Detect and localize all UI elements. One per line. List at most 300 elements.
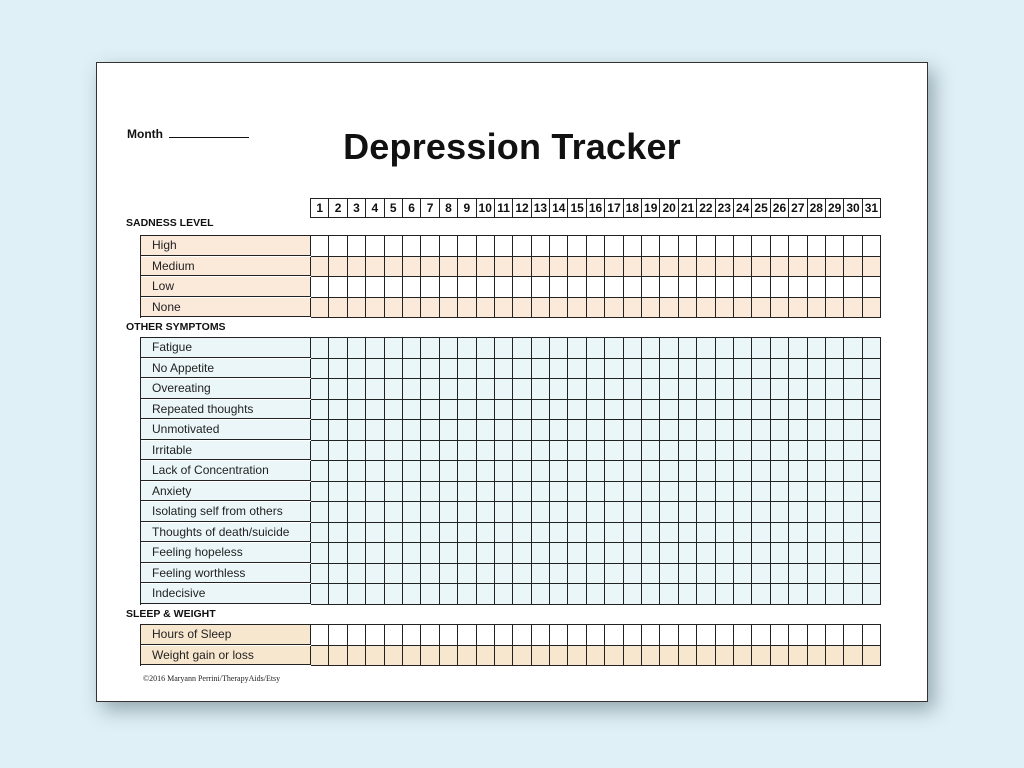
tracker-cell[interactable] bbox=[808, 584, 826, 605]
tracker-cell[interactable] bbox=[624, 298, 642, 319]
tracker-cell[interactable] bbox=[642, 502, 660, 523]
tracker-cell[interactable] bbox=[716, 646, 734, 667]
tracker-cell[interactable] bbox=[752, 277, 770, 298]
tracker-cell[interactable] bbox=[366, 338, 384, 359]
tracker-cell[interactable] bbox=[808, 543, 826, 564]
tracker-cell[interactable] bbox=[697, 523, 715, 544]
tracker-cell[interactable] bbox=[660, 502, 678, 523]
tracker-cell[interactable] bbox=[771, 236, 789, 257]
tracker-cell[interactable] bbox=[421, 420, 439, 441]
tracker-cell[interactable] bbox=[568, 277, 586, 298]
tracker-cell[interactable] bbox=[716, 277, 734, 298]
tracker-cell[interactable] bbox=[679, 298, 697, 319]
tracker-cell[interactable] bbox=[403, 646, 421, 667]
tracker-cell[interactable] bbox=[660, 625, 678, 646]
tracker-cell[interactable] bbox=[771, 502, 789, 523]
tracker-cell[interactable] bbox=[421, 625, 439, 646]
tracker-cell[interactable] bbox=[734, 646, 752, 667]
tracker-cell[interactable] bbox=[477, 482, 495, 503]
tracker-cell[interactable] bbox=[550, 584, 568, 605]
tracker-cell[interactable] bbox=[513, 257, 531, 278]
tracker-cell[interactable] bbox=[863, 543, 881, 564]
tracker-cell[interactable] bbox=[808, 461, 826, 482]
tracker-cell[interactable] bbox=[808, 502, 826, 523]
tracker-cell[interactable] bbox=[568, 236, 586, 257]
tracker-cell[interactable] bbox=[329, 441, 347, 462]
tracker-cell[interactable] bbox=[477, 420, 495, 441]
tracker-cell[interactable] bbox=[532, 420, 550, 441]
tracker-cell[interactable] bbox=[808, 359, 826, 380]
tracker-cell[interactable] bbox=[624, 236, 642, 257]
tracker-cell[interactable] bbox=[403, 502, 421, 523]
tracker-cell[interactable] bbox=[403, 584, 421, 605]
tracker-cell[interactable] bbox=[789, 236, 807, 257]
tracker-cell[interactable] bbox=[385, 564, 403, 585]
tracker-cell[interactable] bbox=[642, 441, 660, 462]
tracker-cell[interactable] bbox=[532, 543, 550, 564]
tracker-cell[interactable] bbox=[697, 359, 715, 380]
tracker-cell[interactable] bbox=[421, 379, 439, 400]
tracker-cell[interactable] bbox=[440, 400, 458, 421]
tracker-cell[interactable] bbox=[771, 338, 789, 359]
tracker-cell[interactable] bbox=[605, 646, 623, 667]
tracker-cell[interactable] bbox=[716, 625, 734, 646]
tracker-cell[interactable] bbox=[532, 400, 550, 421]
tracker-cell[interactable] bbox=[458, 646, 476, 667]
tracker-cell[interactable] bbox=[808, 482, 826, 503]
tracker-cell[interactable] bbox=[495, 523, 513, 544]
tracker-cell[interactable] bbox=[568, 646, 586, 667]
tracker-cell[interactable] bbox=[532, 298, 550, 319]
tracker-cell[interactable] bbox=[697, 379, 715, 400]
tracker-cell[interactable] bbox=[477, 236, 495, 257]
tracker-cell[interactable] bbox=[660, 420, 678, 441]
tracker-cell[interactable] bbox=[624, 379, 642, 400]
tracker-cell[interactable] bbox=[458, 523, 476, 544]
tracker-cell[interactable] bbox=[624, 502, 642, 523]
tracker-cell[interactable] bbox=[624, 441, 642, 462]
tracker-cell[interactable] bbox=[624, 543, 642, 564]
tracker-cell[interactable] bbox=[550, 257, 568, 278]
tracker-cell[interactable] bbox=[734, 502, 752, 523]
tracker-cell[interactable] bbox=[844, 502, 862, 523]
tracker-cell[interactable] bbox=[329, 420, 347, 441]
tracker-cell[interactable] bbox=[752, 441, 770, 462]
tracker-cell[interactable] bbox=[366, 543, 384, 564]
tracker-cell[interactable] bbox=[458, 482, 476, 503]
tracker-cell[interactable] bbox=[716, 564, 734, 585]
tracker-cell[interactable] bbox=[440, 236, 458, 257]
tracker-cell[interactable] bbox=[403, 543, 421, 564]
tracker-cell[interactable] bbox=[808, 625, 826, 646]
tracker-cell[interactable] bbox=[697, 461, 715, 482]
tracker-cell[interactable] bbox=[605, 400, 623, 421]
tracker-cell[interactable] bbox=[863, 441, 881, 462]
tracker-cell[interactable] bbox=[495, 482, 513, 503]
tracker-cell[interactable] bbox=[348, 441, 366, 462]
tracker-cell[interactable] bbox=[605, 502, 623, 523]
tracker-cell[interactable] bbox=[458, 502, 476, 523]
tracker-cell[interactable] bbox=[348, 338, 366, 359]
tracker-cell[interactable] bbox=[587, 625, 605, 646]
tracker-cell[interactable] bbox=[808, 646, 826, 667]
tracker-cell[interactable] bbox=[660, 236, 678, 257]
tracker-cell[interactable] bbox=[863, 523, 881, 544]
tracker-cell[interactable] bbox=[826, 420, 844, 441]
tracker-cell[interactable] bbox=[403, 625, 421, 646]
tracker-cell[interactable] bbox=[348, 236, 366, 257]
tracker-cell[interactable] bbox=[477, 564, 495, 585]
tracker-cell[interactable] bbox=[329, 461, 347, 482]
tracker-cell[interactable] bbox=[495, 461, 513, 482]
tracker-cell[interactable] bbox=[385, 584, 403, 605]
tracker-cell[interactable] bbox=[348, 277, 366, 298]
tracker-cell[interactable] bbox=[642, 400, 660, 421]
tracker-cell[interactable] bbox=[311, 441, 329, 462]
tracker-cell[interactable] bbox=[477, 277, 495, 298]
tracker-cell[interactable] bbox=[311, 338, 329, 359]
tracker-cell[interactable] bbox=[734, 420, 752, 441]
tracker-cell[interactable] bbox=[329, 277, 347, 298]
tracker-cell[interactable] bbox=[679, 420, 697, 441]
tracker-cell[interactable] bbox=[587, 441, 605, 462]
tracker-cell[interactable] bbox=[348, 298, 366, 319]
tracker-cell[interactable] bbox=[697, 338, 715, 359]
tracker-cell[interactable] bbox=[385, 400, 403, 421]
tracker-cell[interactable] bbox=[734, 277, 752, 298]
tracker-cell[interactable] bbox=[550, 236, 568, 257]
tracker-cell[interactable] bbox=[311, 564, 329, 585]
tracker-cell[interactable] bbox=[734, 482, 752, 503]
tracker-cell[interactable] bbox=[734, 379, 752, 400]
tracker-cell[interactable] bbox=[550, 564, 568, 585]
tracker-cell[interactable] bbox=[550, 646, 568, 667]
tracker-cell[interactable] bbox=[587, 523, 605, 544]
tracker-cell[interactable] bbox=[477, 461, 495, 482]
tracker-cell[interactable] bbox=[385, 420, 403, 441]
tracker-cell[interactable] bbox=[513, 564, 531, 585]
tracker-cell[interactable] bbox=[477, 338, 495, 359]
tracker-cell[interactable] bbox=[403, 359, 421, 380]
tracker-cell[interactable] bbox=[826, 338, 844, 359]
tracker-cell[interactable] bbox=[789, 400, 807, 421]
tracker-cell[interactable] bbox=[716, 441, 734, 462]
tracker-cell[interactable] bbox=[366, 236, 384, 257]
tracker-cell[interactable] bbox=[568, 420, 586, 441]
tracker-cell[interactable] bbox=[568, 461, 586, 482]
tracker-cell[interactable] bbox=[642, 461, 660, 482]
tracker-cell[interactable] bbox=[752, 420, 770, 441]
tracker-cell[interactable] bbox=[329, 523, 347, 544]
tracker-cell[interactable] bbox=[844, 379, 862, 400]
tracker-cell[interactable] bbox=[660, 379, 678, 400]
tracker-cell[interactable] bbox=[329, 236, 347, 257]
tracker-cell[interactable] bbox=[495, 359, 513, 380]
tracker-cell[interactable] bbox=[568, 298, 586, 319]
tracker-cell[interactable] bbox=[532, 523, 550, 544]
tracker-cell[interactable] bbox=[771, 379, 789, 400]
tracker-cell[interactable] bbox=[605, 420, 623, 441]
tracker-cell[interactable] bbox=[826, 236, 844, 257]
tracker-cell[interactable] bbox=[624, 277, 642, 298]
tracker-cell[interactable] bbox=[752, 523, 770, 544]
tracker-cell[interactable] bbox=[348, 379, 366, 400]
tracker-cell[interactable] bbox=[605, 298, 623, 319]
tracker-cell[interactable] bbox=[642, 564, 660, 585]
tracker-cell[interactable] bbox=[734, 543, 752, 564]
tracker-cell[interactable] bbox=[513, 584, 531, 605]
tracker-cell[interactable] bbox=[679, 523, 697, 544]
tracker-cell[interactable] bbox=[458, 379, 476, 400]
tracker-cell[interactable] bbox=[734, 298, 752, 319]
tracker-cell[interactable] bbox=[458, 461, 476, 482]
tracker-cell[interactable] bbox=[808, 338, 826, 359]
tracker-cell[interactable] bbox=[348, 359, 366, 380]
tracker-cell[interactable] bbox=[348, 543, 366, 564]
tracker-cell[interactable] bbox=[844, 277, 862, 298]
tracker-cell[interactable] bbox=[752, 461, 770, 482]
tracker-cell[interactable] bbox=[329, 543, 347, 564]
tracker-cell[interactable] bbox=[863, 461, 881, 482]
tracker-cell[interactable] bbox=[716, 257, 734, 278]
tracker-cell[interactable] bbox=[440, 625, 458, 646]
tracker-cell[interactable] bbox=[477, 543, 495, 564]
tracker-cell[interactable] bbox=[440, 359, 458, 380]
tracker-cell[interactable] bbox=[532, 461, 550, 482]
tracker-cell[interactable] bbox=[587, 420, 605, 441]
tracker-cell[interactable] bbox=[826, 359, 844, 380]
tracker-cell[interactable] bbox=[716, 400, 734, 421]
tracker-cell[interactable] bbox=[826, 257, 844, 278]
tracker-cell[interactable] bbox=[863, 379, 881, 400]
tracker-cell[interactable] bbox=[568, 441, 586, 462]
tracker-cell[interactable] bbox=[844, 298, 862, 319]
tracker-cell[interactable] bbox=[421, 564, 439, 585]
tracker-cell[interactable] bbox=[679, 584, 697, 605]
tracker-cell[interactable] bbox=[421, 584, 439, 605]
tracker-cell[interactable] bbox=[734, 257, 752, 278]
tracker-cell[interactable] bbox=[660, 584, 678, 605]
tracker-cell[interactable] bbox=[385, 277, 403, 298]
tracker-cell[interactable] bbox=[532, 359, 550, 380]
tracker-cell[interactable] bbox=[605, 236, 623, 257]
tracker-cell[interactable] bbox=[329, 646, 347, 667]
tracker-cell[interactable] bbox=[789, 359, 807, 380]
tracker-cell[interactable] bbox=[826, 523, 844, 544]
tracker-cell[interactable] bbox=[311, 379, 329, 400]
tracker-cell[interactable] bbox=[495, 379, 513, 400]
tracker-cell[interactable] bbox=[458, 543, 476, 564]
tracker-cell[interactable] bbox=[679, 461, 697, 482]
tracker-cell[interactable] bbox=[642, 625, 660, 646]
tracker-cell[interactable] bbox=[660, 646, 678, 667]
tracker-cell[interactable] bbox=[789, 379, 807, 400]
tracker-cell[interactable] bbox=[348, 461, 366, 482]
tracker-cell[interactable] bbox=[568, 543, 586, 564]
tracker-cell[interactable] bbox=[734, 338, 752, 359]
tracker-cell[interactable] bbox=[863, 338, 881, 359]
tracker-cell[interactable] bbox=[660, 257, 678, 278]
tracker-cell[interactable] bbox=[863, 298, 881, 319]
tracker-cell[interactable] bbox=[568, 359, 586, 380]
tracker-cell[interactable] bbox=[329, 625, 347, 646]
tracker-cell[interactable] bbox=[587, 543, 605, 564]
tracker-cell[interactable] bbox=[532, 564, 550, 585]
tracker-cell[interactable] bbox=[568, 564, 586, 585]
tracker-cell[interactable] bbox=[826, 646, 844, 667]
tracker-cell[interactable] bbox=[734, 400, 752, 421]
tracker-cell[interactable] bbox=[587, 646, 605, 667]
tracker-cell[interactable] bbox=[844, 420, 862, 441]
tracker-cell[interactable] bbox=[366, 502, 384, 523]
tracker-cell[interactable] bbox=[440, 441, 458, 462]
tracker-cell[interactable] bbox=[642, 646, 660, 667]
tracker-cell[interactable] bbox=[550, 338, 568, 359]
tracker-cell[interactable] bbox=[403, 400, 421, 421]
tracker-cell[interactable] bbox=[697, 277, 715, 298]
tracker-cell[interactable] bbox=[624, 625, 642, 646]
tracker-cell[interactable] bbox=[808, 257, 826, 278]
tracker-cell[interactable] bbox=[605, 359, 623, 380]
tracker-cell[interactable] bbox=[366, 379, 384, 400]
tracker-cell[interactable] bbox=[679, 502, 697, 523]
tracker-cell[interactable] bbox=[495, 236, 513, 257]
tracker-cell[interactable] bbox=[752, 564, 770, 585]
tracker-cell[interactable] bbox=[624, 420, 642, 441]
tracker-cell[interactable] bbox=[660, 298, 678, 319]
tracker-cell[interactable] bbox=[329, 379, 347, 400]
tracker-cell[interactable] bbox=[771, 461, 789, 482]
tracker-cell[interactable] bbox=[421, 523, 439, 544]
tracker-cell[interactable] bbox=[716, 420, 734, 441]
tracker-cell[interactable] bbox=[403, 461, 421, 482]
tracker-cell[interactable] bbox=[348, 482, 366, 503]
tracker-cell[interactable] bbox=[844, 646, 862, 667]
tracker-cell[interactable] bbox=[826, 379, 844, 400]
tracker-cell[interactable] bbox=[789, 257, 807, 278]
tracker-cell[interactable] bbox=[329, 359, 347, 380]
tracker-cell[interactable] bbox=[403, 523, 421, 544]
tracker-cell[interactable] bbox=[624, 646, 642, 667]
tracker-cell[interactable] bbox=[844, 564, 862, 585]
tracker-cell[interactable] bbox=[734, 359, 752, 380]
tracker-cell[interactable] bbox=[716, 543, 734, 564]
tracker-cell[interactable] bbox=[421, 646, 439, 667]
tracker-cell[interactable] bbox=[660, 400, 678, 421]
tracker-cell[interactable] bbox=[513, 461, 531, 482]
tracker-cell[interactable] bbox=[642, 277, 660, 298]
tracker-cell[interactable] bbox=[587, 461, 605, 482]
tracker-cell[interactable] bbox=[440, 482, 458, 503]
tracker-cell[interactable] bbox=[366, 461, 384, 482]
tracker-cell[interactable] bbox=[826, 543, 844, 564]
tracker-cell[interactable] bbox=[440, 257, 458, 278]
tracker-cell[interactable] bbox=[440, 338, 458, 359]
tracker-cell[interactable] bbox=[789, 441, 807, 462]
tracker-cell[interactable] bbox=[734, 625, 752, 646]
tracker-cell[interactable] bbox=[495, 277, 513, 298]
tracker-cell[interactable] bbox=[771, 543, 789, 564]
tracker-cell[interactable] bbox=[789, 646, 807, 667]
tracker-cell[interactable] bbox=[495, 441, 513, 462]
tracker-cell[interactable] bbox=[458, 584, 476, 605]
tracker-cell[interactable] bbox=[771, 523, 789, 544]
tracker-cell[interactable] bbox=[348, 257, 366, 278]
tracker-cell[interactable] bbox=[679, 441, 697, 462]
tracker-cell[interactable] bbox=[605, 441, 623, 462]
tracker-cell[interactable] bbox=[477, 502, 495, 523]
tracker-cell[interactable] bbox=[624, 338, 642, 359]
tracker-cell[interactable] bbox=[844, 625, 862, 646]
tracker-cell[interactable] bbox=[716, 359, 734, 380]
tracker-cell[interactable] bbox=[495, 420, 513, 441]
tracker-cell[interactable] bbox=[385, 543, 403, 564]
tracker-cell[interactable] bbox=[513, 277, 531, 298]
tracker-cell[interactable] bbox=[863, 420, 881, 441]
tracker-cell[interactable] bbox=[752, 338, 770, 359]
tracker-cell[interactable] bbox=[495, 298, 513, 319]
tracker-cell[interactable] bbox=[311, 543, 329, 564]
tracker-cell[interactable] bbox=[771, 584, 789, 605]
tracker-cell[interactable] bbox=[789, 523, 807, 544]
tracker-cell[interactable] bbox=[734, 523, 752, 544]
tracker-cell[interactable] bbox=[642, 236, 660, 257]
tracker-cell[interactable] bbox=[513, 502, 531, 523]
tracker-cell[interactable] bbox=[789, 277, 807, 298]
tracker-cell[interactable] bbox=[697, 564, 715, 585]
tracker-cell[interactable] bbox=[311, 236, 329, 257]
tracker-cell[interactable] bbox=[532, 625, 550, 646]
tracker-cell[interactable] bbox=[624, 461, 642, 482]
tracker-cell[interactable] bbox=[366, 441, 384, 462]
tracker-cell[interactable] bbox=[568, 400, 586, 421]
tracker-cell[interactable] bbox=[385, 523, 403, 544]
tracker-cell[interactable] bbox=[458, 338, 476, 359]
tracker-cell[interactable] bbox=[642, 379, 660, 400]
tracker-cell[interactable] bbox=[421, 359, 439, 380]
tracker-cell[interactable] bbox=[697, 584, 715, 605]
tracker-cell[interactable] bbox=[568, 257, 586, 278]
tracker-cell[interactable] bbox=[605, 584, 623, 605]
tracker-cell[interactable] bbox=[311, 482, 329, 503]
tracker-cell[interactable] bbox=[403, 236, 421, 257]
tracker-cell[interactable] bbox=[642, 359, 660, 380]
tracker-cell[interactable] bbox=[789, 461, 807, 482]
tracker-cell[interactable] bbox=[826, 502, 844, 523]
tracker-cell[interactable] bbox=[495, 502, 513, 523]
tracker-cell[interactable] bbox=[752, 625, 770, 646]
tracker-cell[interactable] bbox=[458, 298, 476, 319]
tracker-cell[interactable] bbox=[679, 646, 697, 667]
tracker-cell[interactable] bbox=[734, 461, 752, 482]
tracker-cell[interactable] bbox=[808, 441, 826, 462]
tracker-cell[interactable] bbox=[624, 359, 642, 380]
tracker-cell[interactable] bbox=[440, 420, 458, 441]
tracker-cell[interactable] bbox=[587, 482, 605, 503]
tracker-cell[interactable] bbox=[311, 298, 329, 319]
tracker-cell[interactable] bbox=[550, 379, 568, 400]
tracker-cell[interactable] bbox=[385, 625, 403, 646]
tracker-cell[interactable] bbox=[752, 584, 770, 605]
tracker-cell[interactable] bbox=[440, 277, 458, 298]
tracker-cell[interactable] bbox=[513, 400, 531, 421]
tracker-cell[interactable] bbox=[385, 502, 403, 523]
tracker-cell[interactable] bbox=[550, 441, 568, 462]
tracker-cell[interactable] bbox=[679, 359, 697, 380]
tracker-cell[interactable] bbox=[844, 584, 862, 605]
tracker-cell[interactable] bbox=[752, 379, 770, 400]
tracker-cell[interactable] bbox=[477, 441, 495, 462]
